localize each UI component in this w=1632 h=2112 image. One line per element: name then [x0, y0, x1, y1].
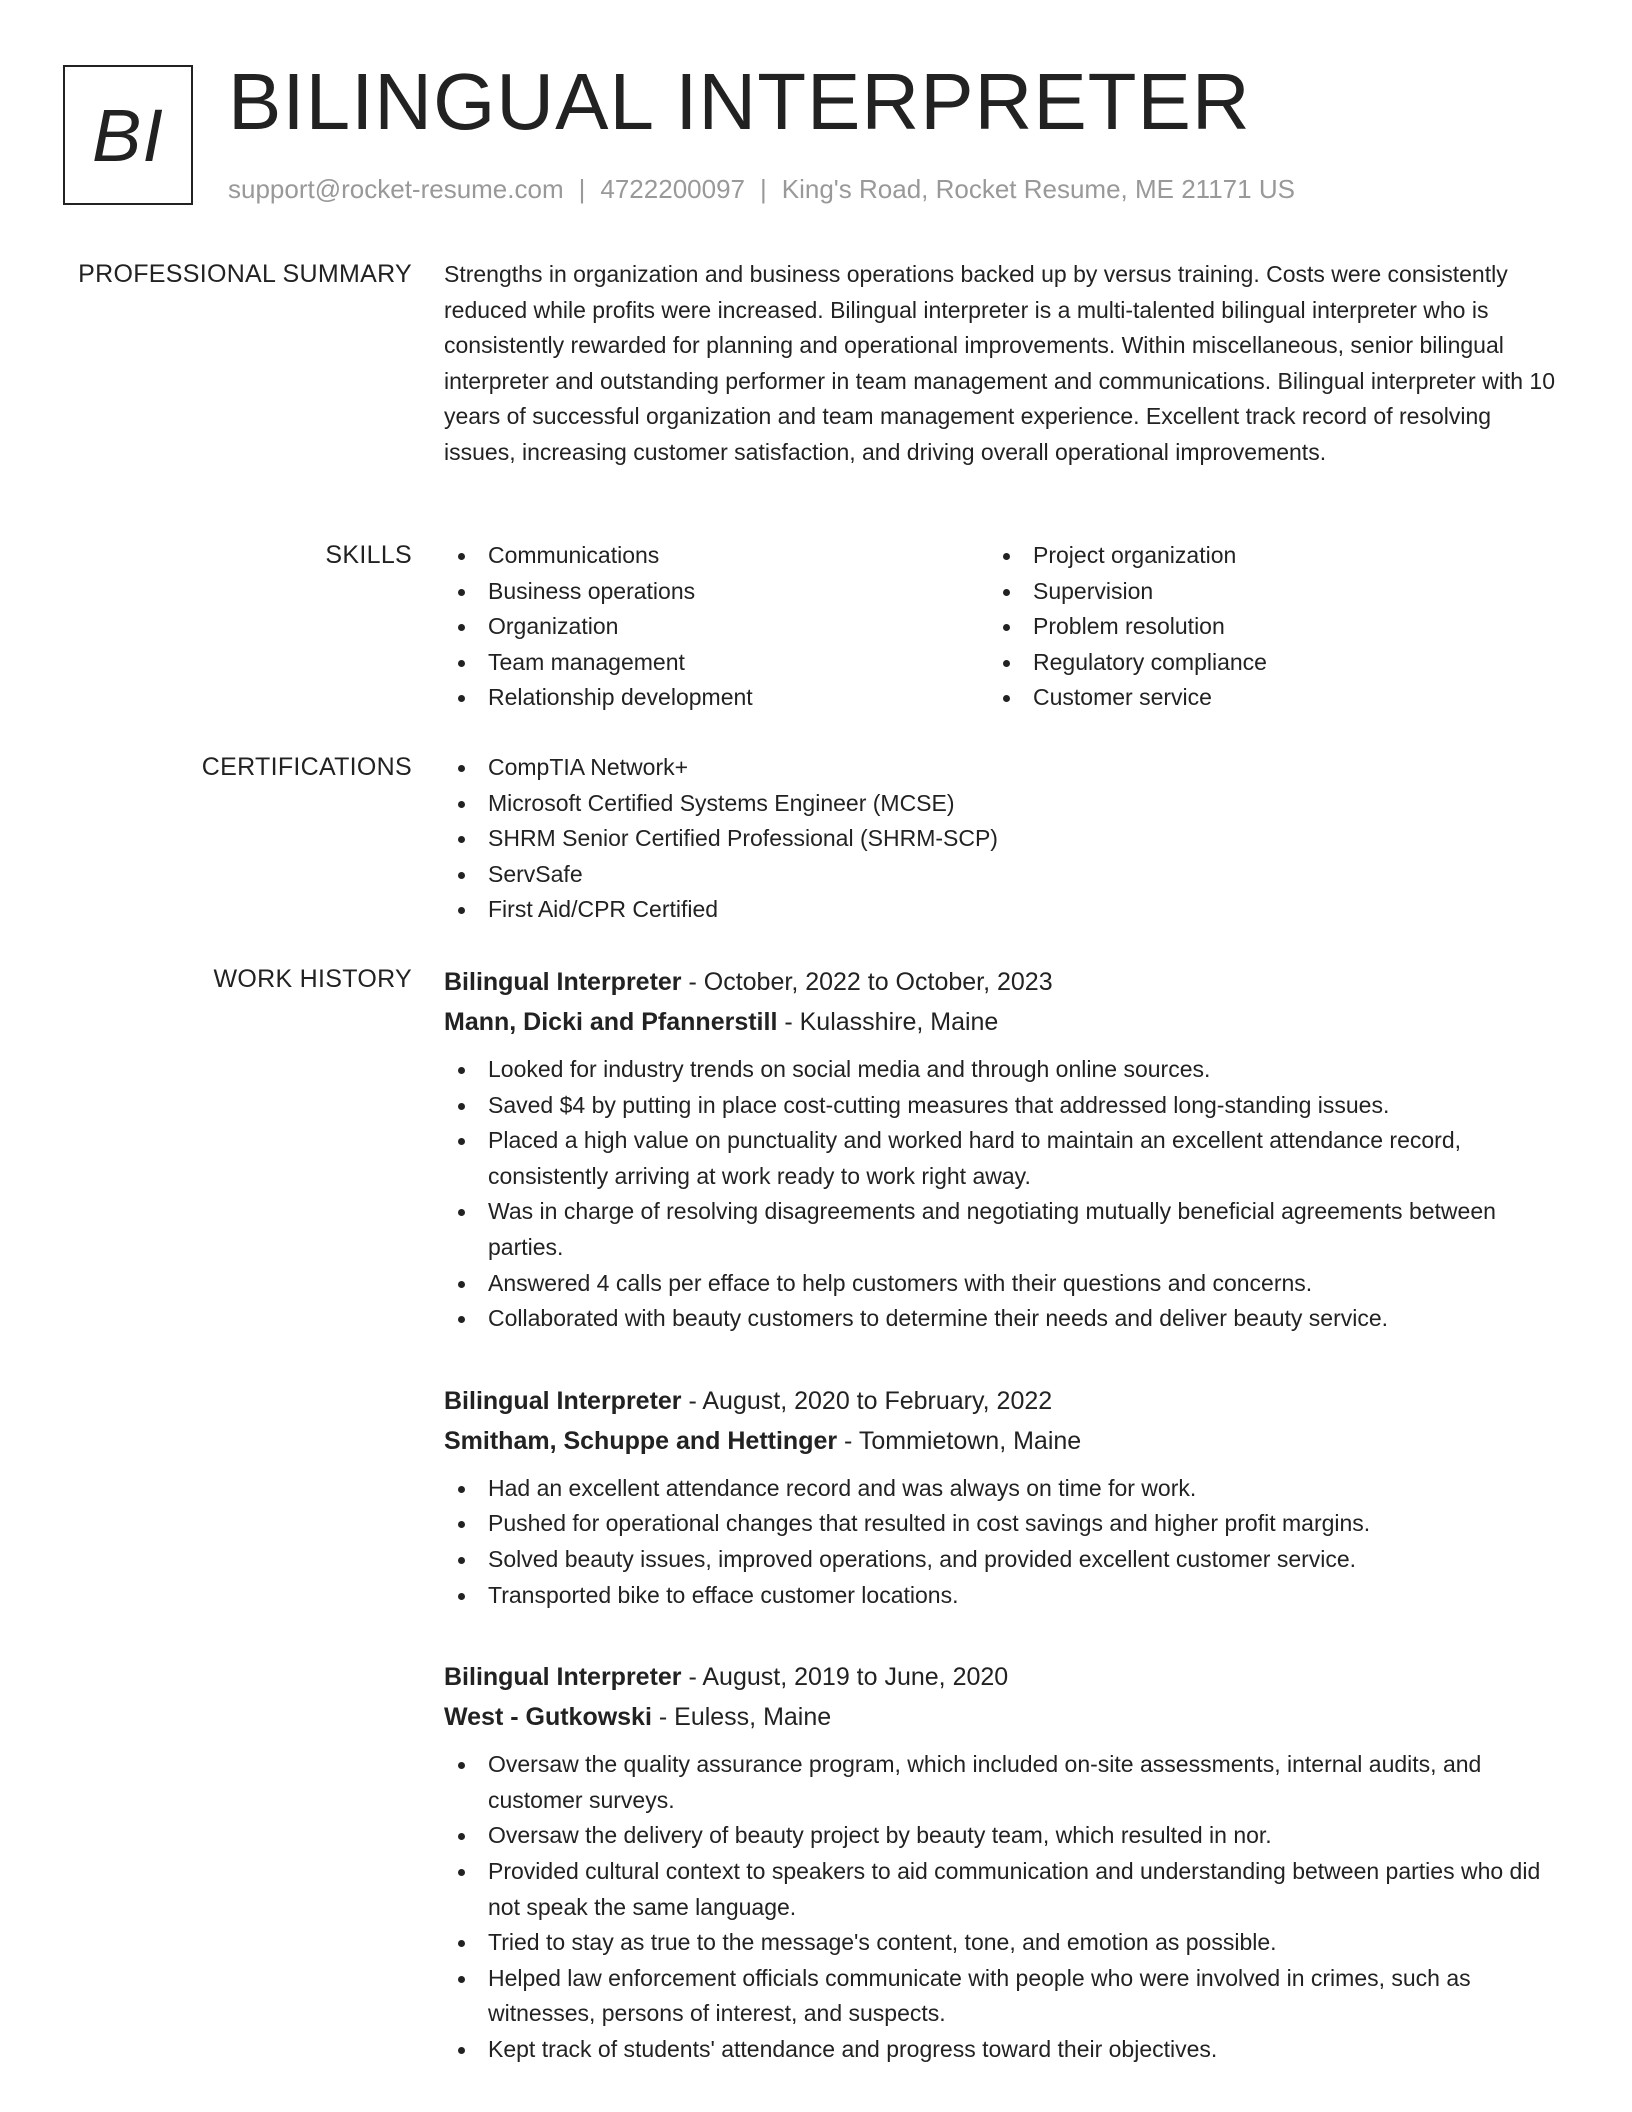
skill-item: Organization: [444, 609, 989, 645]
job-location: - Kulasshire, Maine: [777, 1008, 999, 1036]
contact-email: support@rocket-resume.com: [228, 174, 564, 204]
job-bullet: Solved beauty issues, improved operations, and provided excellent customer service.: [444, 1542, 1564, 1578]
job-bullet: Saved $4 by putting in place cost-cutting measures that addressed long-standing issues.: [444, 1088, 1564, 1124]
work-history-body: [444, 962, 1564, 2111]
skills-body: [444, 538, 1564, 716]
job-bullets: [444, 1747, 1564, 2067]
job-title: Bilingual Interpreter: [444, 1663, 682, 1692]
contact-separator: |: [760, 174, 767, 204]
skill-item: Supervision: [989, 574, 1534, 610]
job-company: Smitham, Schuppe and Hettinger: [444, 1426, 838, 1455]
summary-body: [444, 257, 1564, 471]
contact-address: King's Road, Rocket Resume, ME 21171 US: [781, 174, 1295, 204]
job-bullet: Helped law enforcement officials communicate with people who were involved in crimes, such as witnesses, persons of interest, and suspects.: [444, 1961, 1564, 2032]
job-company: Mann, Dicki and Pfannerstill: [444, 1008, 778, 1036]
skills-list-right: [989, 538, 1534, 716]
job-title-line: [444, 1381, 1564, 1421]
job-bullet: Provided cultural context to speakers to aid communication and understanding between parties who did not speak the same language.: [444, 1854, 1564, 1925]
skill-item: Relationship development: [444, 680, 989, 716]
job-bullet: Was in charge of resolving disagreements and negotiating mutually beneficial agreements between parties.: [444, 1194, 1564, 1265]
summary-text: Strengths in organization and business operations backed up by versus training. Costs were consistently reduced while profits were increased. Bilingual interpreter is a multi-talented bilingual interpreter who is consistently rewarded for planning and operational improvements. Within miscellaneous, senior bilingual interpreter and outstanding performer in team management and communications. Bilingual interpreter with 10 years of successful organization and team management experience. Excellent track record of resolving issues, increasing customer satisfaction, and driving overall operational improvements.: [444, 261, 1555, 465]
section-label-work-history: WORK HISTORY: [213, 965, 412, 993]
job-bullet: Transported bike to efface customer locations.: [444, 1578, 1564, 1614]
job-bullet: Pushed for operational changes that resulted in cost savings and higher profit margins.: [444, 1506, 1564, 1542]
job-location: - Euless, Maine: [651, 1703, 832, 1732]
skill-item: Communications: [444, 538, 989, 574]
job-entry: [444, 1381, 1564, 1613]
section-label-certifications: CERTIFICATIONS: [201, 753, 412, 781]
job-title-line: [444, 962, 1564, 1002]
job-company-line: [444, 1421, 1564, 1461]
job-company: West - Gutkowski: [444, 1703, 652, 1732]
certification-item: SHRM Senior Certified Professional (SHRM-SCP): [444, 821, 1564, 857]
job-company-line: [444, 1697, 1564, 1737]
job-dates: - October, 2022 to October, 2023: [681, 968, 1053, 996]
skill-item: Team management: [444, 645, 989, 681]
job-bullet: Oversaw the delivery of beauty project by beauty team, which resulted in nor.: [444, 1818, 1564, 1854]
contact-separator: |: [578, 174, 586, 204]
certifications-list: [444, 750, 1564, 928]
monogram-logo: BI: [63, 65, 193, 205]
job-bullet: Collaborated with beauty customers to determine their needs and deliver beauty service.: [444, 1301, 1564, 1337]
job-bullet: Placed a high value on punctuality and worked hard to maintain an excellent attendance record, consistently arriving at work ready to work right away.: [444, 1123, 1564, 1194]
job-bullet: Kept track of students' attendance and progress toward their objectives.: [444, 2032, 1564, 2068]
skill-item: Business operations: [444, 574, 989, 610]
job-bullet: Had an excellent attendance record and was always on time for work.: [444, 1471, 1564, 1507]
skill-item: Customer service: [989, 680, 1534, 716]
section-label-summary: PROFESSIONAL SUMMARY: [78, 260, 412, 288]
job-bullet: Oversaw the quality assurance program, which included on-site assessments, internal audits, and customer surveys.: [444, 1747, 1564, 1818]
job-dates: - August, 2020 to February, 2022: [681, 1386, 1053, 1415]
certifications-body: [444, 750, 1564, 928]
skill-item: Regulatory compliance: [989, 645, 1534, 681]
skill-item: Project organization: [989, 538, 1534, 574]
candidate-name: BILINGUAL INTERPRETER: [228, 57, 1251, 146]
job-bullet: Answered 4 calls per efface to help customers with their questions and concerns.: [444, 1266, 1564, 1302]
job-bullet: Looked for industry trends on social media and through online sources.: [444, 1052, 1564, 1088]
job-title: Bilingual Interpreter: [444, 1386, 682, 1415]
section-label-skills: SKILLS: [325, 541, 412, 569]
job-bullet: Tried to stay as true to the message's content, tone, and emotion as possible.: [444, 1925, 1564, 1961]
job-entry: [444, 1657, 1564, 2067]
job-dates: - August, 2019 to June, 2020: [681, 1663, 1009, 1692]
skills-list-left: [444, 538, 989, 716]
certification-item: CompTIA Network+: [444, 750, 1564, 786]
contact-phone: 4722200097: [600, 174, 745, 204]
certification-item: First Aid/CPR Certified: [444, 892, 1564, 928]
certification-item: ServSafe: [444, 857, 1564, 893]
job-bullets: [444, 1052, 1564, 1337]
certification-item: Microsoft Certified Systems Engineer (MCSE): [444, 786, 1564, 822]
job-company-line: [444, 1002, 1564, 1042]
job-location: - Tommietown, Maine: [837, 1426, 1082, 1455]
skill-item: Problem resolution: [989, 609, 1534, 645]
job-title-line: [444, 1657, 1564, 1697]
job-bullets: [444, 1471, 1564, 1613]
job-entry: [444, 962, 1564, 1337]
job-title: Bilingual Interpreter: [444, 968, 682, 996]
contact-line: [228, 172, 1295, 206]
